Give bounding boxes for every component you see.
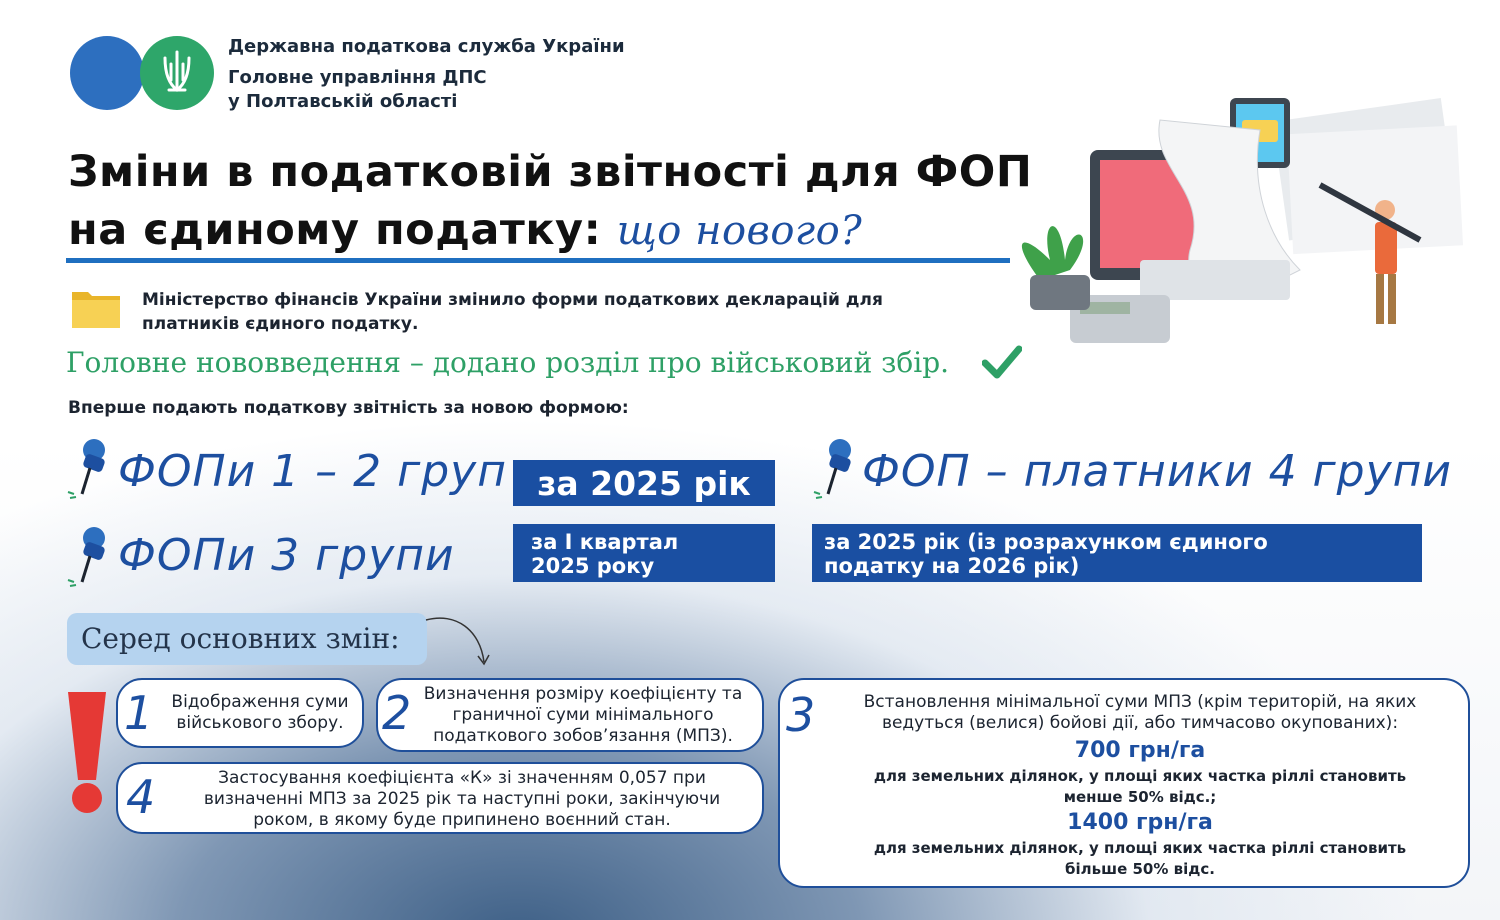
change-text-line: Відображення суми [171,692,349,712]
mpz-desc-line: більше 50% відс. [1065,860,1215,878]
change-text [408,684,758,747]
main-novelty: Головне нововведення – додано розділ про військовий збір. [66,346,950,379]
group-3-period-line1: за I квартал [531,530,679,554]
group-1-2-label: ФОПи 1 – 2 груп [118,446,507,497]
office-illustration [1000,90,1470,350]
org-sub-line1: Головне управління ДПС [228,67,487,88]
group-4-period-line2: податку на 2026 рік) [824,554,1080,578]
ministry-line2: платників єдиного податку. [142,314,419,334]
group-4-period [812,524,1422,582]
change-text [162,692,358,734]
checkmark-icon [982,345,1022,381]
change-number: 1 [124,686,154,740]
title-underline [66,258,1010,263]
mpz-desc-line: для земельних ділянок, у площі яких частка ріллі становить [873,767,1407,785]
mpz-desc-line: менше 50% відс.; [1063,788,1217,806]
org-subdivision [228,66,487,114]
change-text-line: ведуться (велися) бойові дії, або тимчасово окупованих): [881,713,1399,733]
title-line2: на єдиному податку: [68,205,602,255]
org-sub-line2: у Полтавській області [228,91,458,112]
folder-icon [70,286,122,330]
page-title [68,143,1032,260]
change-text-line: Застосування коефіцієнта «К» зі значенням 0,057 при [218,768,706,788]
mpz-desc-high [830,838,1450,880]
mpz-value-low: 700 грн/га [1074,738,1206,763]
pushpin-icon [66,436,112,500]
pushpin-icon [66,524,112,588]
change-text-line: податкового зобов’язання (МПЗ). [433,726,733,746]
org-name: Державна податкова служба України [228,36,625,57]
change-card-4 [116,762,764,834]
ministry-line1: Міністерство фінансів України змінило форми податкових декларацій для [142,290,883,310]
title-line1: Зміни в податковій звітності для ФОП [68,147,1033,197]
group-3-label: ФОПи 3 групи [118,530,455,581]
change-text-line: граничної суми мінімального [452,705,714,725]
title-accent: що нового? [616,208,863,254]
group-1-2-period: за 2025 рік [513,460,775,506]
group-3-period-line2: 2025 року [531,554,655,578]
change-text-line: Встановлення мінімальної суми МПЗ (крім територій, на яких [863,692,1417,712]
group-3-period [513,524,775,582]
change-number: 2 [382,686,412,740]
change-text [830,692,1450,734]
change-text [172,768,752,831]
change-number: 3 [786,688,816,742]
pushpin-icon [812,436,858,500]
logo-blue-circle [70,36,144,110]
exclamation-icon [60,688,112,816]
group-4-label: ФОП – платники 4 групи [862,446,1453,497]
change-card-1 [116,678,364,748]
ministry-notice [142,288,883,336]
change-text-line: роком, в якому буде припинено воєнний стан. [253,810,671,830]
trident-icon [140,36,214,110]
change-number: 4 [126,770,156,824]
first-submit-note: Вперше подають податкову звітність за новою формою: [68,398,629,418]
changes-heading: Серед основних змін: [67,613,427,665]
change-card-2 [376,678,764,752]
change-text-line: Визначення розміру коефіцієнту та [423,684,743,704]
change-text-line: визначенні МПЗ за 2025 рік та наступні роки, закінчуючи [203,789,721,809]
mpz-value-high: 1400 грн/га [1067,810,1213,835]
mpz-desc-line: для земельних ділянок, у площі яких частка ріллі становить [873,839,1407,857]
mpz-desc-low [830,766,1450,808]
group-4-period-line1: за 2025 рік (із розрахунком єдиного [824,530,1268,554]
change-text-line: військового збору. [176,713,344,733]
change-card-3 [778,678,1470,888]
curved-arrow-icon [422,612,492,672]
